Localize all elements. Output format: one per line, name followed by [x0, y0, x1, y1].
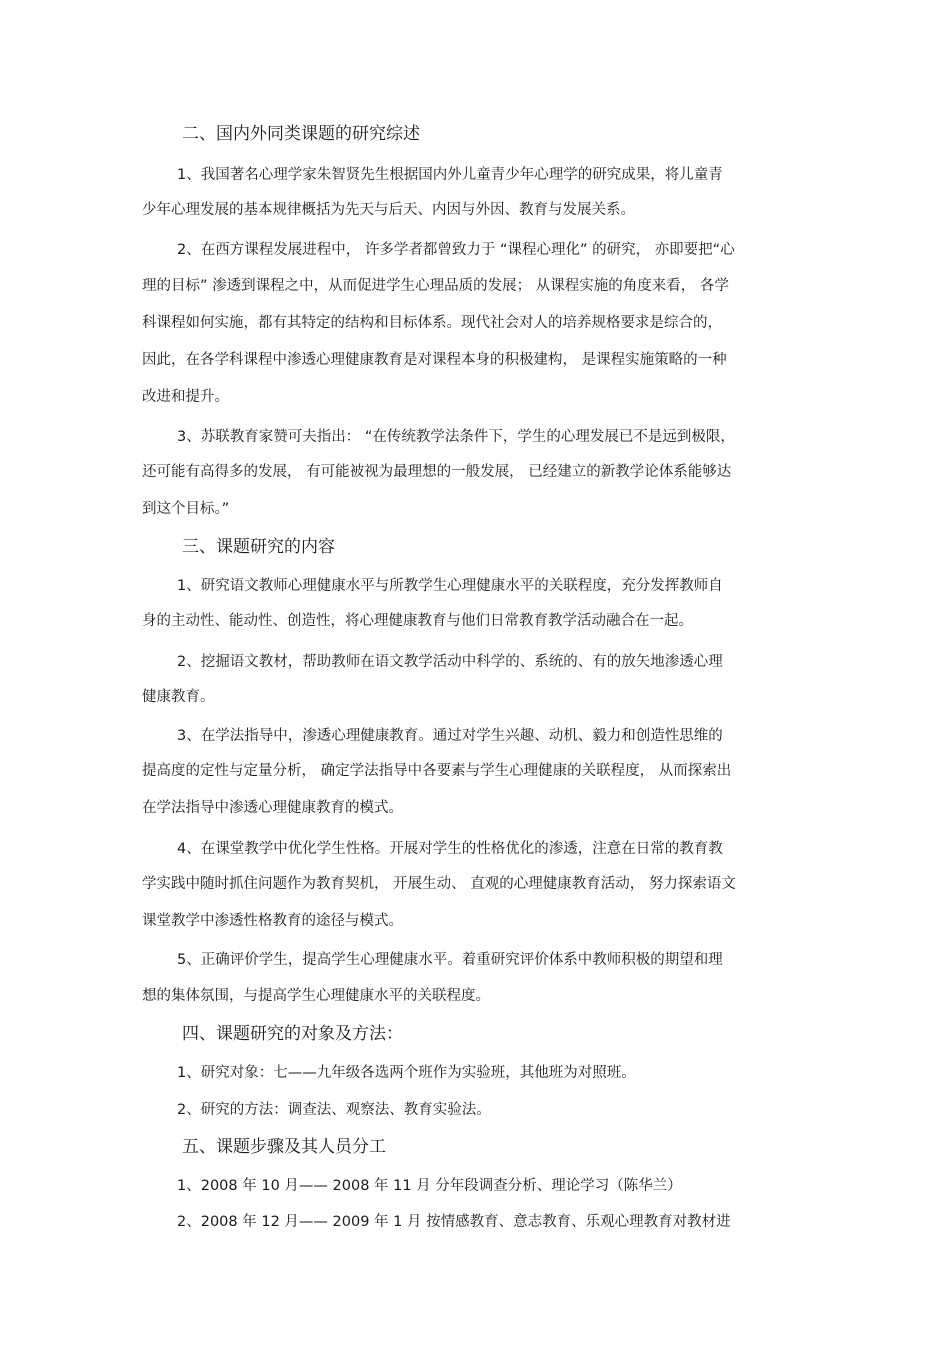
section-heading: 四、课题研究的对象及方法：	[182, 1024, 403, 1044]
text-line: 提高度的定性与定量分析， 确定学法指导中各要素与学生心理健康的关联程度， 从而探索出	[142, 763, 732, 779]
text-line: 1、研究对象：七——九年级各选两个班作为实验班，其他班为对照班。	[177, 1065, 636, 1081]
text-line: 理的目标” 渗透到课程之中，从而促进学生心理品质的发展； 从课程实施的角度来看， 各学	[142, 278, 729, 294]
text-line: 1、研究语文教师心理健康水平与所教学生心理健康水平的关联程度，充分发挥教师自	[177, 578, 723, 594]
text-line: 课堂教学中渗透性格教育的途径与模式。	[142, 913, 403, 929]
text-line: 3、在学法指导中，渗透心理健康教育。通过对学生兴趣、动机、毅力和创造性思维的	[177, 728, 723, 744]
text-line: 想的集体氛围，与提高学生心理健康水平的关联程度。	[142, 988, 490, 1004]
text-line: 少年心理发展的基本规律概括为先天与后天、内因与外因、教育与发展关系。	[142, 202, 635, 218]
text-line: 2、挖掘语文教材，帮助教师在语文教学活动中科学的、系统的、有的放矢地渗透心理	[177, 654, 723, 670]
section-heading: 三、课题研究的内容	[182, 537, 335, 557]
section-heading: 二、国内外同类课题的研究综述	[182, 124, 420, 144]
text-line: 2、2008 年 12 月—— 2009 年 1 月 按情感教育、意志教育、乐观心理教育对教材进	[177, 1214, 731, 1230]
text-line: 2、研究的方法：调查法、观察法、教育实验法。	[177, 1102, 491, 1118]
text-line: 在学法指导中渗透心理健康教育的模式。	[142, 800, 403, 816]
text-line: 科课程如何实施，都有其特定的结构和目标体系。现代社会对人的培养规格要求是综合的，	[142, 315, 722, 331]
text-line: 改进和提升。	[142, 389, 229, 405]
text-line: 学实践中随时抓住问题作为教育契机， 开展生动、 直观的心理健康教育活动， 努力探索语文	[142, 876, 736, 892]
text-line: 健康教育。	[142, 689, 215, 705]
text-line: 1、我国著名心理学家朱智贤先生根据国内外儿童青少年心理学的研究成果，将儿童青	[177, 167, 723, 183]
section-heading: 五、课题步骤及其人员分工	[182, 1137, 386, 1157]
text-line: 还可能有高得多的发展， 有可能被视为最理想的一般发展， 已经建立的新教学论体系能够达	[142, 464, 732, 480]
text-line: 5、正确评价学生，提高学生心理健康水平。着重研究评价体系中教师积极的期望和理	[177, 952, 723, 968]
text-line: 1、2008 年 10 月—— 2008 年 11 月 分年段调查分析、理论学习（陈华兰）	[177, 1178, 682, 1194]
text-line: 3、苏联教育家赞可夫指出： “在传统教学法条件下，学生的心理发展已不是远到极限，	[177, 429, 735, 445]
text-line: 到这个目标。”	[142, 501, 230, 517]
text-line: 因此，在各学科课程中渗透心理健康教育是对课程本身的积极建构， 是课程实施策略的一种	[142, 352, 727, 368]
text-line: 2、在西方课程发展进程中， 许多学者都曾致力于 “课程心理化” 的研究， 亦即要把“心	[177, 242, 735, 258]
text-line: 4、在课堂教学中优化学生性格。开展对学生的性格优化的渗透，注意在日常的教育教	[177, 841, 723, 857]
text-line: 身的主动性、能动性、创造性，将心理健康教育与他们日常教育教学活动融合在一起。	[142, 613, 693, 629]
